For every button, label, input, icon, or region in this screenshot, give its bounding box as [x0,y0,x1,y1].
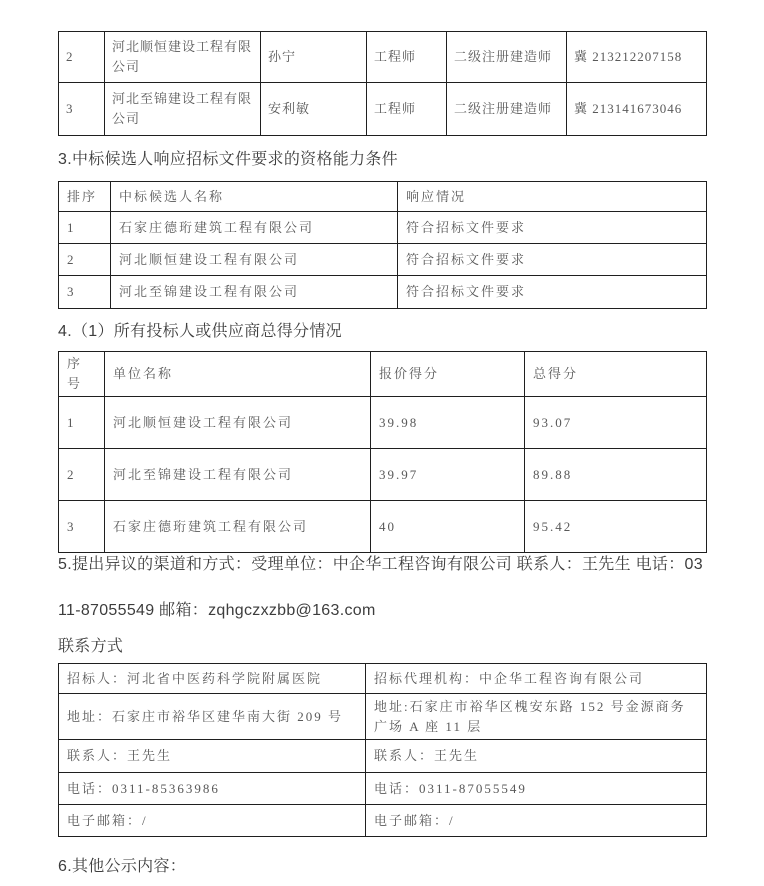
section5-objection-channel-text: 5.提出异议的渠道和方式：受理单位：中企华工程咨询有限公司 联系人：王先生 电话：0311-87055549 邮箱：zqhgczxzbb@163.com [58,556,703,619]
cell-tenderer: 招标人：河北省中医药科学院附属医院 [59,664,366,694]
cell-rank: 1 [59,212,111,244]
cell-cert-type: 二级注册建造师 [447,83,567,136]
table-row [59,449,707,501]
cell-title: 工程师 [367,83,447,136]
cell-person: 安利敏 [261,83,367,136]
header-candidate-name: 中标候选人名称 [111,182,398,212]
table-header-row [59,352,707,397]
cell-rank: 2 [59,32,105,83]
contact-heading: 联系方式 [58,638,124,655]
cell-unit-name: 河北顺恒建设工程有限公司 [105,397,371,449]
total-score-table [58,351,707,553]
cell-company: 河北至锦建设工程有限公司 [105,83,261,136]
cell-tenderer-email: 电子邮箱：/ [59,805,366,837]
section4-heading: 4.（1）所有投标人或供应商总得分情况 [58,323,342,340]
cell-total-score: 95.42 [525,501,707,553]
header-price-score: 报价得分 [371,352,525,397]
header-unit-name: 单位名称 [105,352,371,397]
qualification-response-table [58,181,707,309]
cell-cert-number: 冀 213141673046 [567,83,707,136]
cell-unit-name: 石家庄德珩建筑工程有限公司 [105,501,371,553]
cell-index: 3 [59,501,105,553]
cell-title: 工程师 [367,32,447,83]
table-row [59,397,707,449]
cell-tenderer-address: 地址：石家庄市裕华区建华南大街 209 号 [59,694,366,740]
contact-info-table [58,663,707,837]
cell-rank: 3 [59,83,105,136]
table-header-row [59,182,707,212]
cell-response: 符合招标文件要求 [398,244,707,276]
cell-tenderer-phone: 电话：0311-85363986 [59,773,366,805]
cell-response: 符合招标文件要求 [398,212,707,244]
section6-heading: 6.其他公示内容： [58,858,187,875]
cell-total-score: 89.88 [525,449,707,501]
header-total-score: 总得分 [525,352,707,397]
table-row [59,773,707,805]
table-row [59,32,707,83]
cell-agency-email: 电子邮箱：/ [366,805,707,837]
cell-unit-name: 河北至锦建设工程有限公司 [105,449,371,501]
table-row [59,664,707,694]
cell-candidate-name: 河北顺恒建设工程有限公司 [111,244,398,276]
cell-tenderer-contact: 联系人：王先生 [59,740,366,773]
cell-agency: 招标代理机构：中企华工程咨询有限公司 [366,664,707,694]
cell-price-score: 39.97 [371,449,525,501]
cell-response: 符合招标文件要求 [398,276,707,309]
cell-price-score: 40 [371,501,525,553]
table-row [59,276,707,309]
cell-index: 2 [59,449,105,501]
table-row [59,212,707,244]
table-row [59,694,707,740]
header-index: 序号 [59,352,105,397]
header-rank: 排序 [59,182,111,212]
cell-agency-address: 地址:石家庄市裕华区槐安东路 152 号金源商务广场 A 座 11 层 [366,694,707,740]
cell-rank: 3 [59,276,111,309]
cell-cert-type: 二级注册建造师 [447,32,567,83]
cell-cert-number: 冀 213212207158 [567,32,707,83]
cell-index: 1 [59,397,105,449]
cell-candidate-name: 石家庄德珩建筑工程有限公司 [111,212,398,244]
cell-company: 河北顺恒建设工程有限公司 [105,32,261,83]
cell-total-score: 93.07 [525,397,707,449]
winning-candidates-detail-table [58,31,707,136]
table-row [59,83,707,136]
header-response: 响应情况 [398,182,707,212]
cell-price-score: 39.98 [371,397,525,449]
table-row [59,244,707,276]
cell-person: 孙宁 [261,32,367,83]
cell-rank: 2 [59,244,111,276]
cell-agency-contact: 联系人：王先生 [366,740,707,773]
table-row [59,805,707,837]
cell-candidate-name: 河北至锦建设工程有限公司 [111,276,398,309]
table-row [59,740,707,773]
section3-heading: 3.中标候选人响应招标文件要求的资格能力条件 [58,151,398,168]
cell-agency-phone: 电话：0311-87055549 [366,773,707,805]
